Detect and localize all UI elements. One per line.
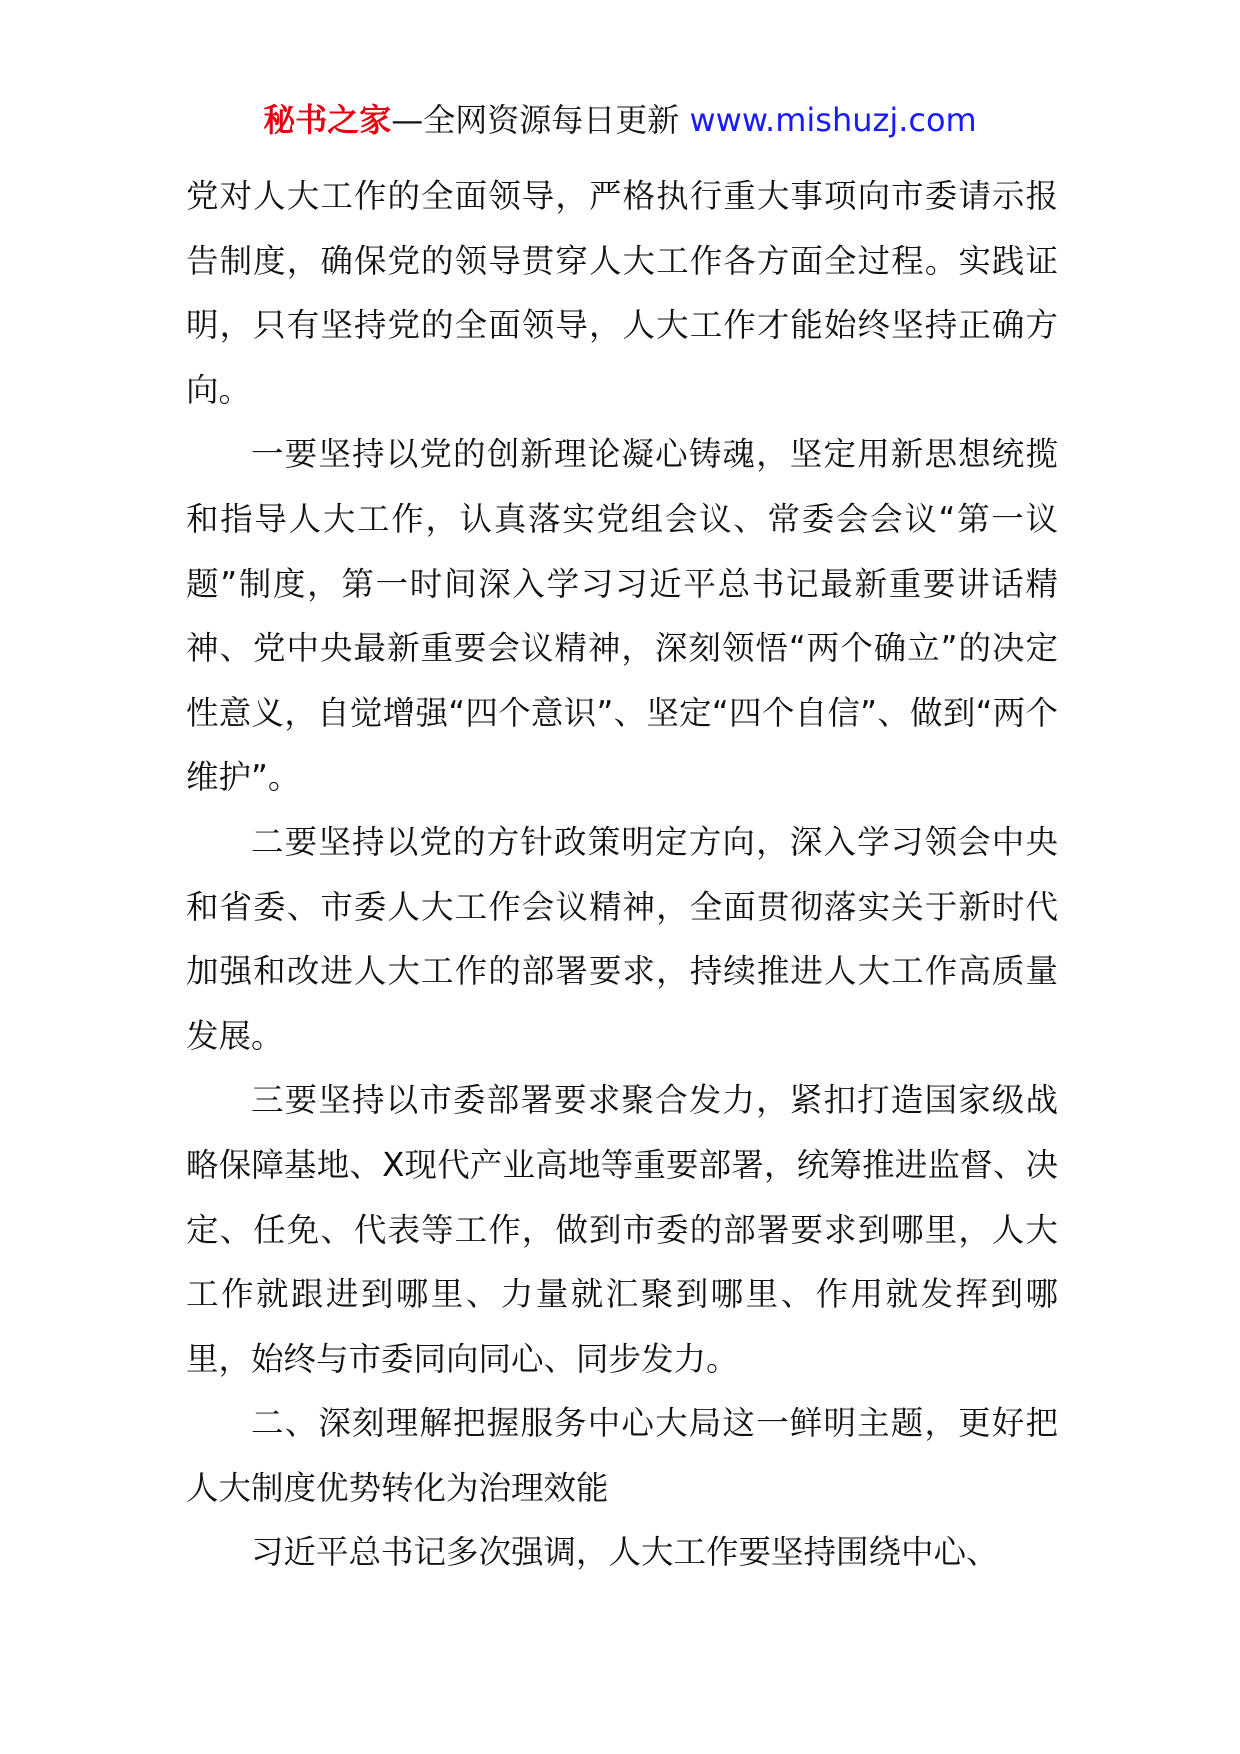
header-tagline: —全网资源每日更新 xyxy=(391,101,680,139)
paragraph-section-two-intro: 习近平总书记多次强调，人大工作要坚持围绕中心、 xyxy=(251,1533,999,1572)
paragraph-point-one: 一要坚持以党的创新理论凝心铸魂，坚定用新思想统揽和指导人大工作，认真落实党组会议、常委会会议“第一议题”制度，第一时间深入学习习近平总书记最新重要讲话精神、党中央最新重要会议精神，深刻领悟“两个确立”的决定性意义，自觉增强“四个意识”、坚定“四个自信”、做到“两个维护”。 xyxy=(186,435,1058,797)
document-body xyxy=(186,164,1058,1585)
paragraph-continuation: 党对人大工作的全面领导，严格执行重大事项向市委请示报告制度，确保党的领导贯穿人大工作各方面全过程。实践证明，只有坚持党的全面领导，人大工作才能始终坚持正确方向。 xyxy=(186,177,1058,409)
section-heading-two: 二、深刻理解把握服务中心大局这一鲜明主题，更好把人大制度优势转化为治理效能 xyxy=(186,1404,1058,1507)
brand-name: 秘书之家 xyxy=(263,101,392,139)
paragraph-point-two: 二要坚持以党的方针政策明定方向，深入学习领会中央和省委、市委人大工作会议精神，全面贯彻落实关于新时代加强和改进人大工作的部署要求，持续推进人大工作高质量发展。 xyxy=(186,822,1058,1055)
page-header xyxy=(0,96,1240,144)
site-url[interactable]: www.mishuzj.com xyxy=(679,101,977,139)
paragraph-point-three: 三要坚持以市委部署要求聚合发力，紧扣打造国家级战略保障基地、X现代产业高地等重要部署，统筹推进监督、决定、任免、代表等工作，做到市委的部署要求到哪里，人大工作就跟进到哪里、力量就汇聚到哪里、作用就发挥到哪里，始终与市委同向同心、同步发力。 xyxy=(186,1081,1058,1378)
